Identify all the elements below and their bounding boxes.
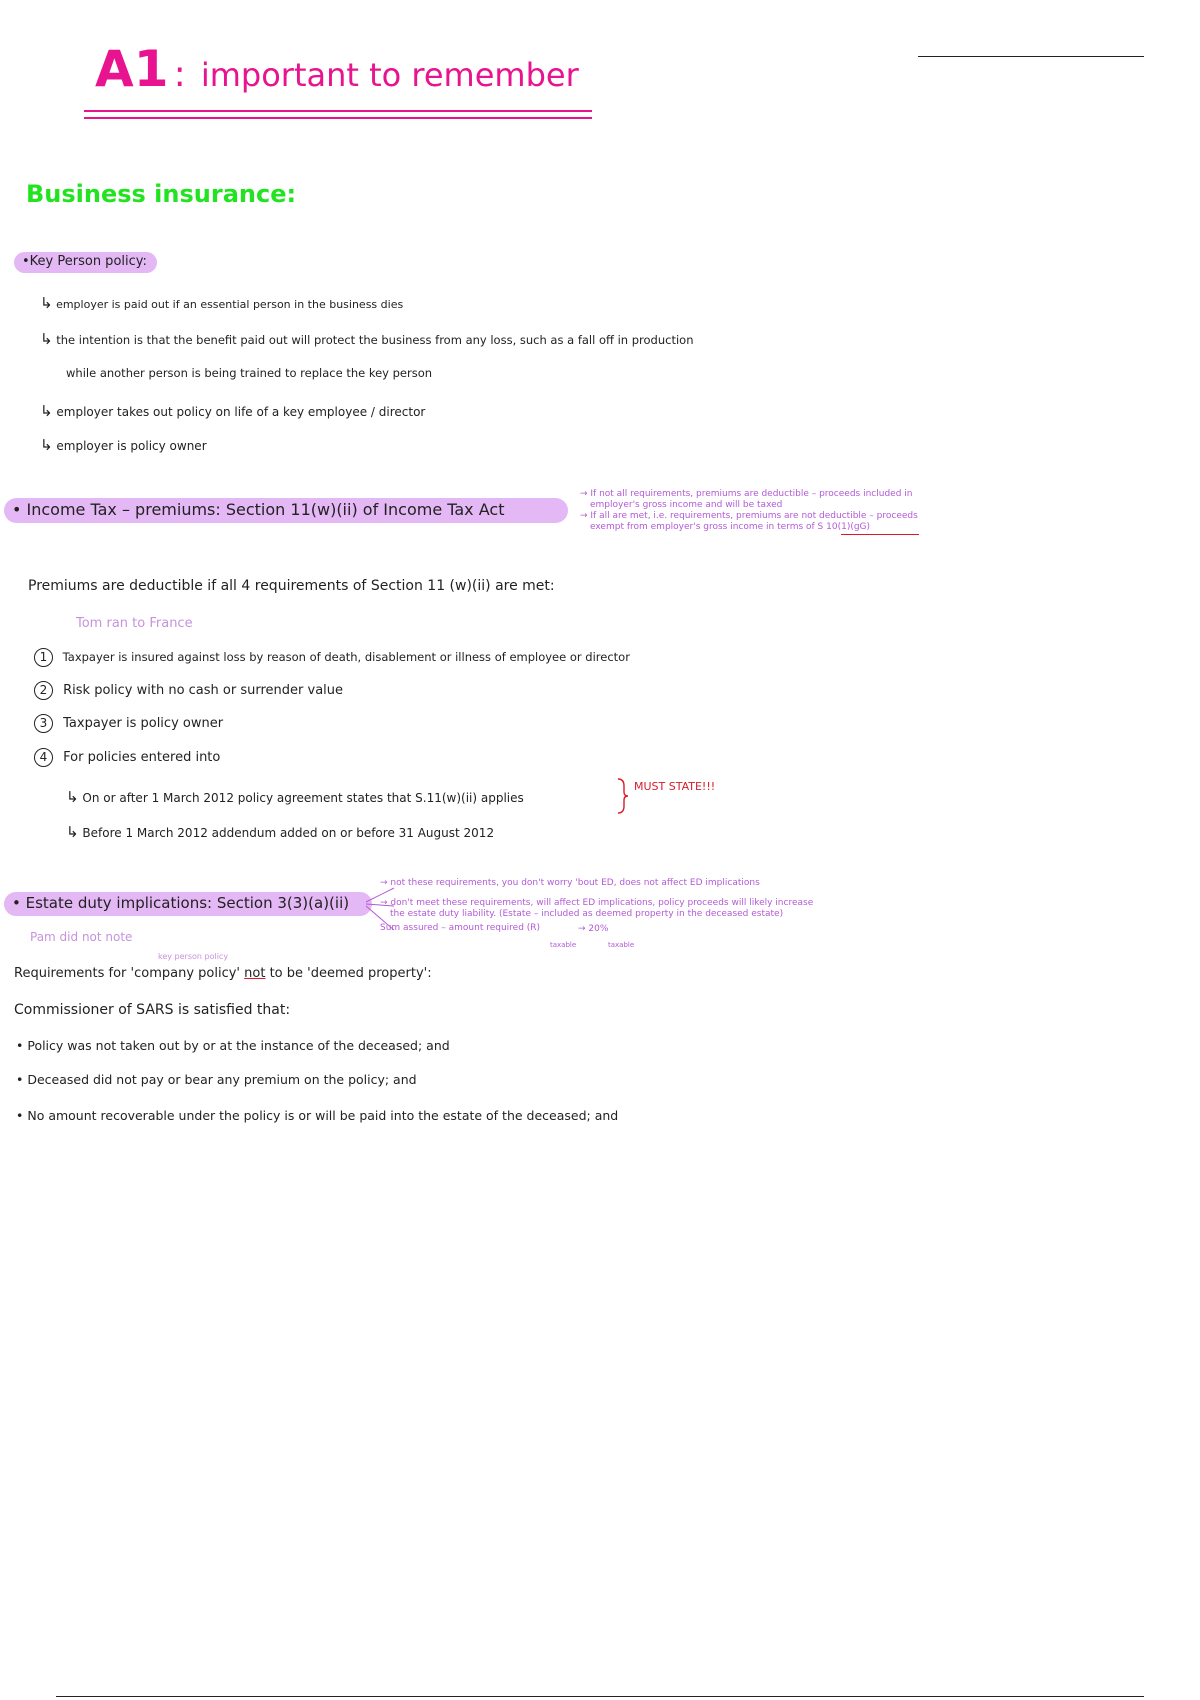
must-state-note: MUST STATE!!!	[634, 780, 716, 793]
arrow-icon: ↳	[40, 294, 53, 312]
estate-bullet-2: • Deceased did not pay or bear any premium on the policy; and	[16, 1072, 417, 1087]
section-heading: Business insurance:	[26, 180, 297, 208]
section-underline	[841, 534, 919, 535]
income-tax-heading: • Income Tax – premiums: Section 11(w)(ii) of Income Tax Act	[4, 498, 568, 523]
not-emphasis: not	[244, 966, 266, 981]
side-note: → If not all requirements, premiums are deductible – proceeds included in	[580, 489, 913, 499]
side-note: the estate duty liability. (Estate – included as deemed property in the deceased estate)	[390, 909, 784, 919]
side-note: → If all are met, i.e. requirements, premiums are not deductible – proceeds	[580, 511, 918, 521]
requirements-line: Requirements for 'company policy' not to be 'deemed property':	[14, 966, 432, 981]
side-note: → don't meet these requirements, will affect ED implications, policy proceeds will likely increase	[380, 898, 814, 908]
requirement-1: 1 Taxpayer is insured against loss by reason of death, disablement or illness of employee or director	[34, 648, 630, 667]
side-note: Sum assured – amount required (R)	[380, 923, 541, 933]
title-underline-2	[84, 117, 592, 119]
key-person-line-1: ↳ employer is paid out if an essential person in the business dies	[40, 294, 404, 312]
mnemonic-tom: Tom ran to France	[76, 616, 193, 631]
requirement-2: 2 Risk policy with no cash or surrender value	[34, 681, 343, 700]
side-note: → not these requirements, you don't worry 'bout ED, does not affect ED implications	[380, 878, 760, 888]
income-tax-intro: Premiums are deductible if all 4 requirements of Section 11 (w)(ii) are met:	[28, 578, 555, 594]
number-circle: 1	[34, 648, 53, 667]
arrow-icon: ↳	[66, 788, 79, 806]
side-label-taxable: taxable	[550, 941, 577, 949]
arrow-icon: ↳	[40, 402, 53, 420]
side-label-percent: → 20%	[578, 924, 609, 934]
side-label-taxable: taxable	[608, 941, 635, 949]
brace-icon	[616, 778, 630, 814]
arrow-icon: ↳	[66, 823, 79, 841]
title-text: important to remember	[200, 56, 579, 94]
sub-item-1: ↳ On or after 1 March 2012 policy agreement states that S.11(w)(ii) applies	[66, 788, 524, 806]
side-note: employer's gross income and will be taxed	[590, 500, 783, 510]
arrow-icon: ↳	[40, 330, 53, 348]
number-circle: 4	[34, 748, 53, 767]
key-person-line-2: ↳ the intention is that the benefit paid out will protect the business from any loss, such as a fall off in production	[40, 330, 694, 348]
commissioner-line: Commissioner of SARS is satisfied that:	[14, 1002, 291, 1018]
page-title	[95, 40, 579, 98]
top-right-line	[918, 56, 1144, 57]
requirement-3: 3 Taxpayer is policy owner	[34, 714, 223, 733]
number-circle: 3	[34, 714, 53, 733]
requirement-4: 4 For policies entered into	[34, 748, 220, 767]
sub-item-2: ↳ Before 1 March 2012 addendum added on or before 31 August 2012	[66, 823, 495, 841]
key-person-line-3: while another person is being trained to replace the key person	[66, 366, 433, 380]
key-person-line-5: ↳ employer is policy owner	[40, 436, 207, 454]
side-note: exempt from employer's gross income in terms of S 10(1)(gG)	[590, 522, 871, 532]
key-person-line-4: ↳ employer takes out policy on life of a key employee / director	[40, 402, 426, 420]
income-tax-side-notes	[580, 489, 918, 533]
title-colon: :	[173, 54, 186, 95]
bottom-line	[56, 1696, 1144, 1697]
number-circle: 2	[34, 681, 53, 700]
estate-bullet-1: • Policy was not taken out by or at the instance of the deceased; and	[16, 1038, 450, 1053]
title-a1: A1	[95, 40, 169, 98]
title-underline	[84, 110, 592, 112]
key-person-note: key person policy	[158, 952, 229, 961]
key-person-heading: •Key Person policy:	[14, 252, 157, 273]
mnemonic-pam: Pam did not note	[30, 930, 133, 944]
arrow-icon: ↳	[40, 436, 53, 454]
estate-duty-heading: • Estate duty implications: Section 3(3)(a)(ii)	[4, 892, 372, 916]
estate-bullet-3: • No amount recoverable under the policy is or will be paid into the estate of the deceased; and	[16, 1108, 619, 1123]
